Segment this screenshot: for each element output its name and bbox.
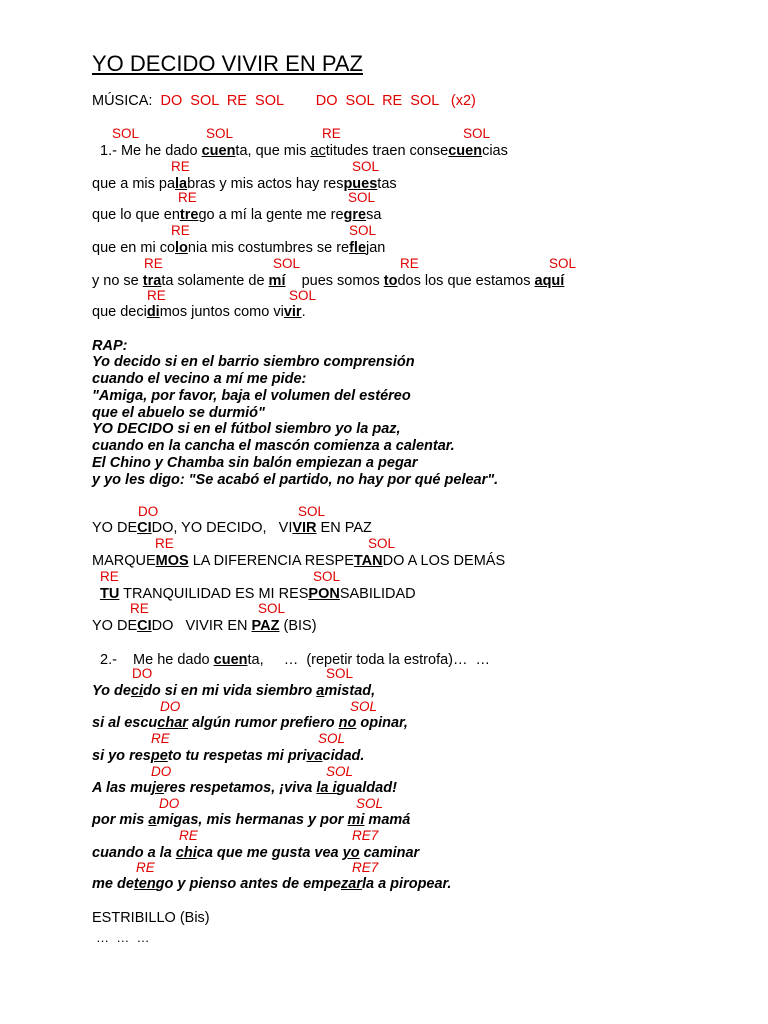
chord: DO [132,666,153,681]
rap-label: RAP: [92,338,128,354]
chord: SOL [348,190,376,205]
music-chords-row1: DO SOL RE SOL [160,93,284,109]
verse-2-line: si al escuchar algún rumor prefiero no opinar, [92,715,408,731]
chorus-line: TU TRANQUILIDAD ES MI RESPONSABILIDAD [100,586,416,602]
chord: SOL [273,256,301,271]
chorus-line: YO DECIDO VIVIR EN PAZ (BIS) [92,618,317,634]
chord: SOL [356,796,384,811]
estribillo-ellipsis: … … … [96,930,150,945]
chord: SOL [206,126,234,141]
rap-line: cuando el vecino a mí me pide: [92,371,307,387]
chord: RE [100,569,119,584]
rap-line: y yo les digo: "Se acabó el partido, no hay por qué pelear". [92,472,499,488]
chord: SOL [289,288,317,303]
chord: RE7 [352,860,379,875]
lyric-line: que a mis palabras y mis actos hay respuestas [92,176,397,192]
chord: SOL [326,764,354,779]
chord: RE [322,126,341,141]
chord: SOL [352,159,380,174]
verse-2-line: por mis amigas, mis hermanas y por mi mamá [92,812,411,828]
rap-line: Yo decido si en el barrio siembro comprensión [92,354,415,370]
lyric-line: que decidimos juntos como vivir. [92,304,306,320]
rap-line: cuando en la cancha el mascón comienza a calentar. [92,438,455,454]
chord: DO [138,504,159,519]
chord: RE [136,860,155,875]
verse-2-line: A las mujeres respetamos, ¡viva la igualdad! [92,780,397,796]
chord: RE [171,223,190,238]
chord: SOL [349,223,377,238]
chord: RE [155,536,174,551]
lyric-line: que lo que entrego a mí la gente me regresa [92,207,382,223]
page-title: YO DECIDO VIVIR EN PAZ [92,51,363,76]
music-intro [92,93,476,109]
chorus-line: YO DECIDO, YO DECIDO, VIVIR EN PAZ [92,520,372,536]
chord: RE [400,256,419,271]
chord: RE7 [352,828,379,843]
lyric-line: y no se trata solamente de mí pues somos todos los que estamos aquí [92,273,565,289]
verse-2-intro: 2.- Me he dado cuenta, … (repetir toda la estrofa)… … [100,652,491,668]
verse-2-line: me detengo y pienso antes de empezarla a piropear. [92,876,452,892]
chorus-line: MARQUEMOS LA DIFERENCIA RESPETANDO A LOS DEMÁS [92,553,506,569]
verse-2-line: Yo decido si en mi vida siembro amistad, [92,683,376,699]
chord: SOL [318,731,346,746]
rap-line: que el abuelo se durmió" [92,405,265,421]
chord: SOL [112,126,140,141]
music-repeat: (x2) [450,93,476,109]
chord: SOL [258,601,286,616]
chord: SOL [463,126,491,141]
music-label: MÚSICA: [92,93,153,109]
rap-line: YO DECIDO si en el fútbol siembro yo la paz, [92,421,401,437]
lyric-line: 1.- Me he dado cuenta, que mis actitudes traen consecuencias [100,143,508,159]
verse-2-line: si yo respeto tu respetas mi privacidad. [92,748,365,764]
music-chords-row2: DO SOL RE SOL [315,93,439,109]
chord: RE [178,190,197,205]
chord: RE [130,601,149,616]
lyric-line: que en mi colonia mis costumbres se reflejan [92,240,386,256]
chord: SOL [549,256,577,271]
chord: DO [159,796,180,811]
chord: RE [144,256,163,271]
chord: SOL [326,666,354,681]
chord: DO [151,764,172,779]
chord: RE [147,288,166,303]
chord: SOL [313,569,341,584]
chord: SOL [368,536,396,551]
chord: DO [160,699,181,714]
chord: RE [171,159,190,174]
verse-2-line: cuando a la chica que me gusta vea yo caminar [92,845,420,861]
estribillo-label: ESTRIBILLO (Bis) [92,910,210,926]
chord: RE [151,731,170,746]
chord: RE [179,828,198,843]
rap-line: "Amiga, por favor, baja el volumen del estéreo [92,388,411,404]
chord: SOL [350,699,378,714]
chord: SOL [298,504,326,519]
rap-line: El Chino y Chamba sin balón empiezan a pegar [92,455,418,471]
